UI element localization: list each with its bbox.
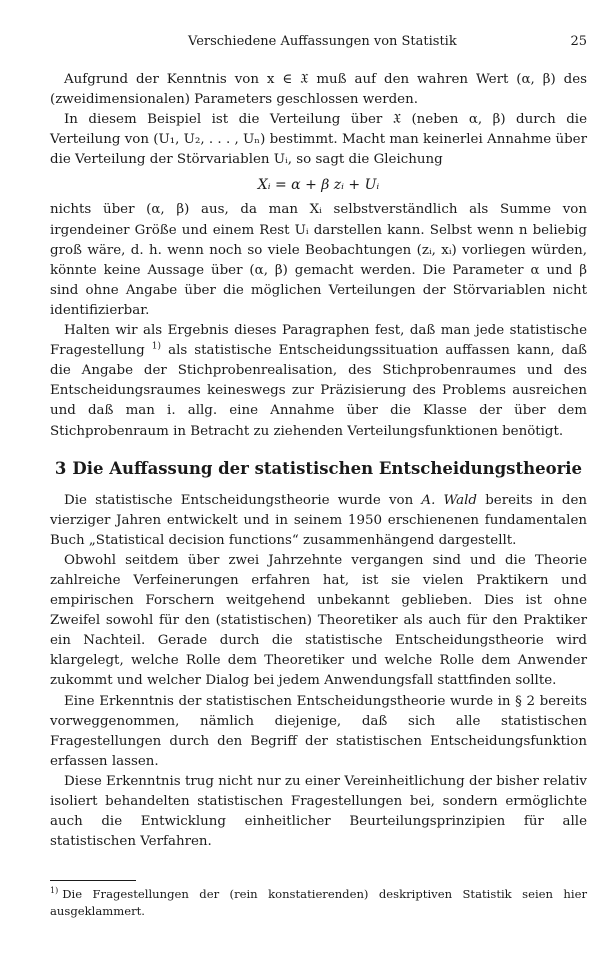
paragraph-text: als statistische Entscheidungssituation auffassen kann, daß die Angabe der Stichprobenrealisation, des Stichprobenraumes und des Entscheidungsraumes keineswegs zur Präzisierung des Problems ausreichen und daß man i. allg. eine Annahme über die Klasse der über dem Stichprobenraum in Betracht zu ziehenden Verteilungsfunktionen benötigt.: [50, 343, 588, 439]
paragraph: Obwohl seitdem über zwei Jahrzehnte vergangen sind und die Theorie zahlreiche Verfeinerungen erfahren hat, ist sie vielen Praktikern und empirischen Forschern weitgehend unbekannt geblieben. Dies ist ohne Zweifel sowohl für den (statistischen) Theoretiker als auch für den Praktiker ein Nachteil. Gerade durch die statistische Entscheidungstheorie wird klargelegt, welche Rolle dem Theoretiker und welche Rolle dem Anwender zukommt und welcher Dialog bei jedem Anwendungsfall stattfinden sollte.: [50, 552, 587, 689]
author-name: A. Wald: [421, 492, 477, 508]
paragraph: In diesem Beispiel ist die Verteilung über 𝔛 (neben α, β) durch die Verteilung von (U₁, U₂, . . . , Uₙ) bestimmt. Macht man keinerlei Annahme über die Verteilung der Störvariablen Uᵢ, so sagt die Gleichung: [50, 112, 587, 168]
paragraph: Diese Erkenntnis trug nicht nur zu einer Vereinheitlichung der bisher relativ isoliert behandelten statistischen Fragestellungen bei, sondern ermöglichte auch die Entwicklung einheitlicher Beurteilungsprinzipien für alle statistischen Verfahren.: [50, 773, 587, 850]
footnote-text: Die Fragestellungen der (rein konstatierenden) deskriptiven Statistik seien hier ausgeklammert.: [50, 887, 587, 918]
running-title: Verschiedene Auffassungen von Statistik: [188, 34, 457, 49]
paragraph: [50, 491, 587, 551]
section-heading: [50, 458, 587, 480]
paragraph-text: bereits in den vierziger Jahren entwickelt und in seinem 1950 erschienenen fundamentalen Buch „Statistical decision functions“ zusammenhängend dargestellt.: [50, 492, 588, 548]
page-number: 25: [570, 34, 587, 49]
section-number: 3: [54, 458, 67, 478]
footnote-divider: [50, 880, 136, 881]
equation: Xᵢ = α + β zᵢ + Uᵢ: [257, 177, 380, 194]
section-title: Die Auffassung der statistischen Entscheidungstheorie: [72, 458, 583, 478]
footnote: [50, 886, 587, 920]
paragraph: Eine Erkenntnis der statistischen Entscheidungstheorie wurde in § 2 bereits vorweggenommen, nämlich diejenige, daß sich alle statistischen Fragestellungen durch den Begriff der statistischen Entscheidungsfunktion erfassen lassen.: [50, 693, 587, 769]
paragraph-text: Die statistische Entscheidungstheorie wurde von: [64, 492, 414, 508]
paragraph: Aufgrund der Kenntnis von x ∈ 𝔛 muß auf den wahren Wert (α, β) des (zweidimensionalen) Parameters geschlossen werden.: [50, 72, 587, 108]
body-text: [50, 70, 587, 852]
paragraph-with-footnote: [50, 321, 587, 442]
footnote-reference: 1): [151, 341, 162, 352]
footnote-label: 1): [50, 886, 59, 896]
paragraph-text: Halten wir als Ergebnis dieses Paragraphen fest, daß man jede statistische Fragestellung: [50, 323, 587, 359]
paragraph: nichts über (α, β) aus, da man Xᵢ selbstverständlich als Summe von irgendeiner Größe und einem Rest Uᵢ darstellen kann. Selbst wenn n beliebig groß wäre, d. h. wenn noch so viele Beobachtungen (zᵢ, xᵢ) vorliegen würden, könnte keine Aussage über (α, β) gemacht werden. Die Parameter α und β sind ohne Angabe über die möglichen Verteilungen der Störvariablen nicht identifizierbar.: [50, 202, 587, 318]
